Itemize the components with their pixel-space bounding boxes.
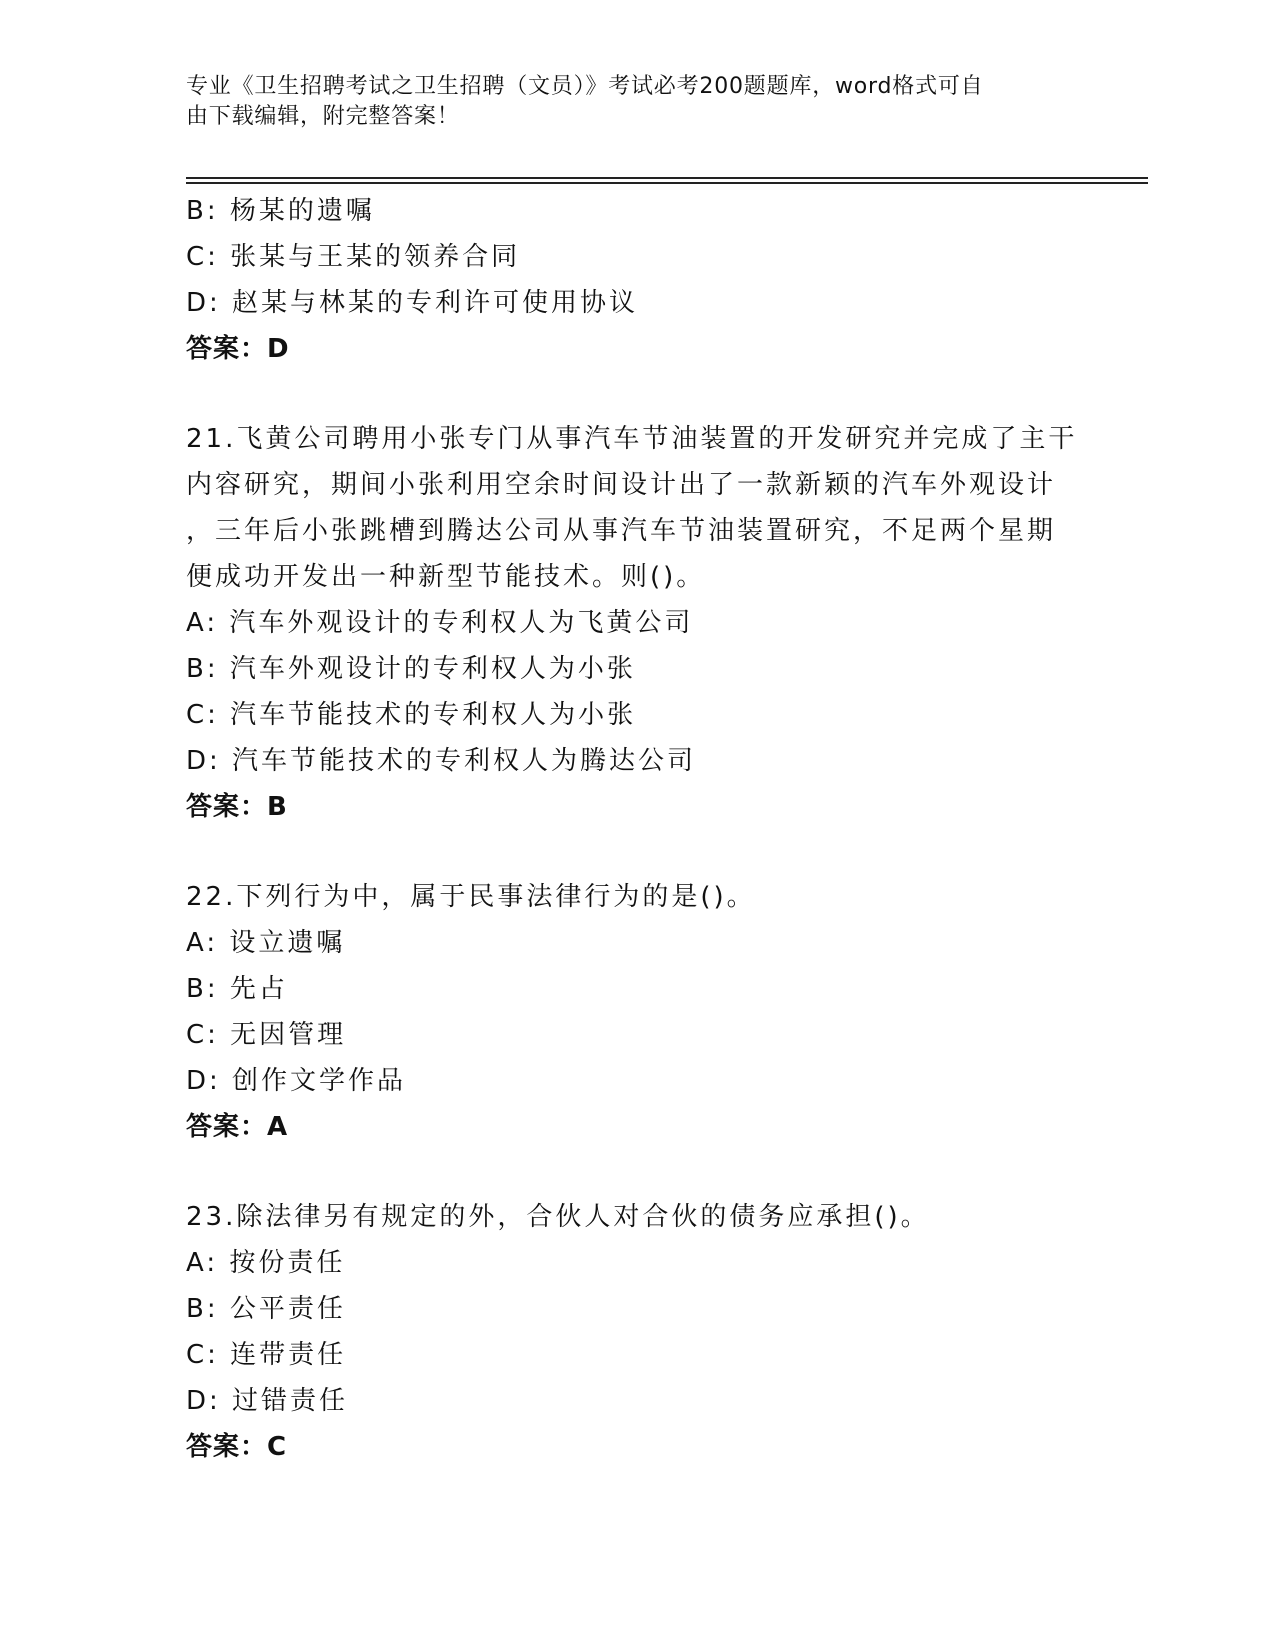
header-intro-line-1: 专业《卫生招聘考试之卫生招聘（文员）》考试必考200题题库，word格式可自 xyxy=(186,74,984,99)
question-text-line: 22.下列行为中，属于民事法律行为的是()。 xyxy=(186,882,756,912)
question-text-line: 21.飞黄公司聘用小张专门从事汽车节油装置的开发研究并完成了主干 xyxy=(186,424,1078,454)
question-block-22 xyxy=(186,874,1086,1150)
option-c: C: 连带责任 xyxy=(186,1340,347,1370)
spacer xyxy=(186,830,1086,874)
question-text-line: 内容研究，期间小张利用空余时间设计出了一款新颖的汽车外观设计 xyxy=(186,470,1057,500)
question-block-21 xyxy=(186,416,1086,830)
option-d: D: 创作文学作品 xyxy=(186,1066,407,1096)
document-header xyxy=(186,72,1086,132)
answer-line: 答案：B xyxy=(186,792,288,822)
option-d: D: 汽车节能技术的专利权人为腾达公司 xyxy=(186,746,697,776)
option-b: B: 公平责任 xyxy=(186,1294,346,1324)
question-text-line: 23.除法律另有规定的外，合伙人对合伙的债务应承担()。 xyxy=(186,1202,930,1232)
option-a: A: 设立遗嘱 xyxy=(186,928,346,958)
answer-line: 答案：A xyxy=(186,1112,289,1142)
option-a: A: 按份责任 xyxy=(186,1248,346,1278)
option-c: C: 无因管理 xyxy=(186,1020,347,1050)
answer-line: 答案：D xyxy=(186,334,290,364)
option-a: A: 汽车外观设计的专利权人为飞黄公司 xyxy=(186,608,694,638)
question-list xyxy=(186,188,1086,1470)
option-d: D: 过错责任 xyxy=(186,1386,349,1416)
option-c: C: 张某与王某的领养合同 xyxy=(186,242,521,272)
question-text-line: 便成功开发出一种新型节能技术。则()。 xyxy=(186,562,706,592)
spacer xyxy=(186,1150,1086,1194)
option-b: B: 汽车外观设计的专利权人为小张 xyxy=(186,654,636,684)
header-divider-bottom xyxy=(186,182,1148,184)
question-text-line: ，三年后小张跳槽到腾达公司从事汽车节油装置研究，不足两个星期 xyxy=(186,516,1057,546)
question-block-20 xyxy=(186,188,1086,372)
spacer xyxy=(186,372,1086,416)
question-block-23 xyxy=(186,1194,1086,1470)
option-b: B: 杨某的遗嘱 xyxy=(186,196,375,226)
option-d: D: 赵某与林某的专利许可使用协议 xyxy=(186,288,639,318)
header-divider-top xyxy=(186,177,1148,179)
option-c: C: 汽车节能技术的专利权人为小张 xyxy=(186,700,637,730)
header-intro-line-2: 由下载编辑，附完整答案！ xyxy=(186,104,460,129)
answer-line: 答案：C xyxy=(186,1432,288,1462)
option-b: B: 先占 xyxy=(186,974,288,1004)
